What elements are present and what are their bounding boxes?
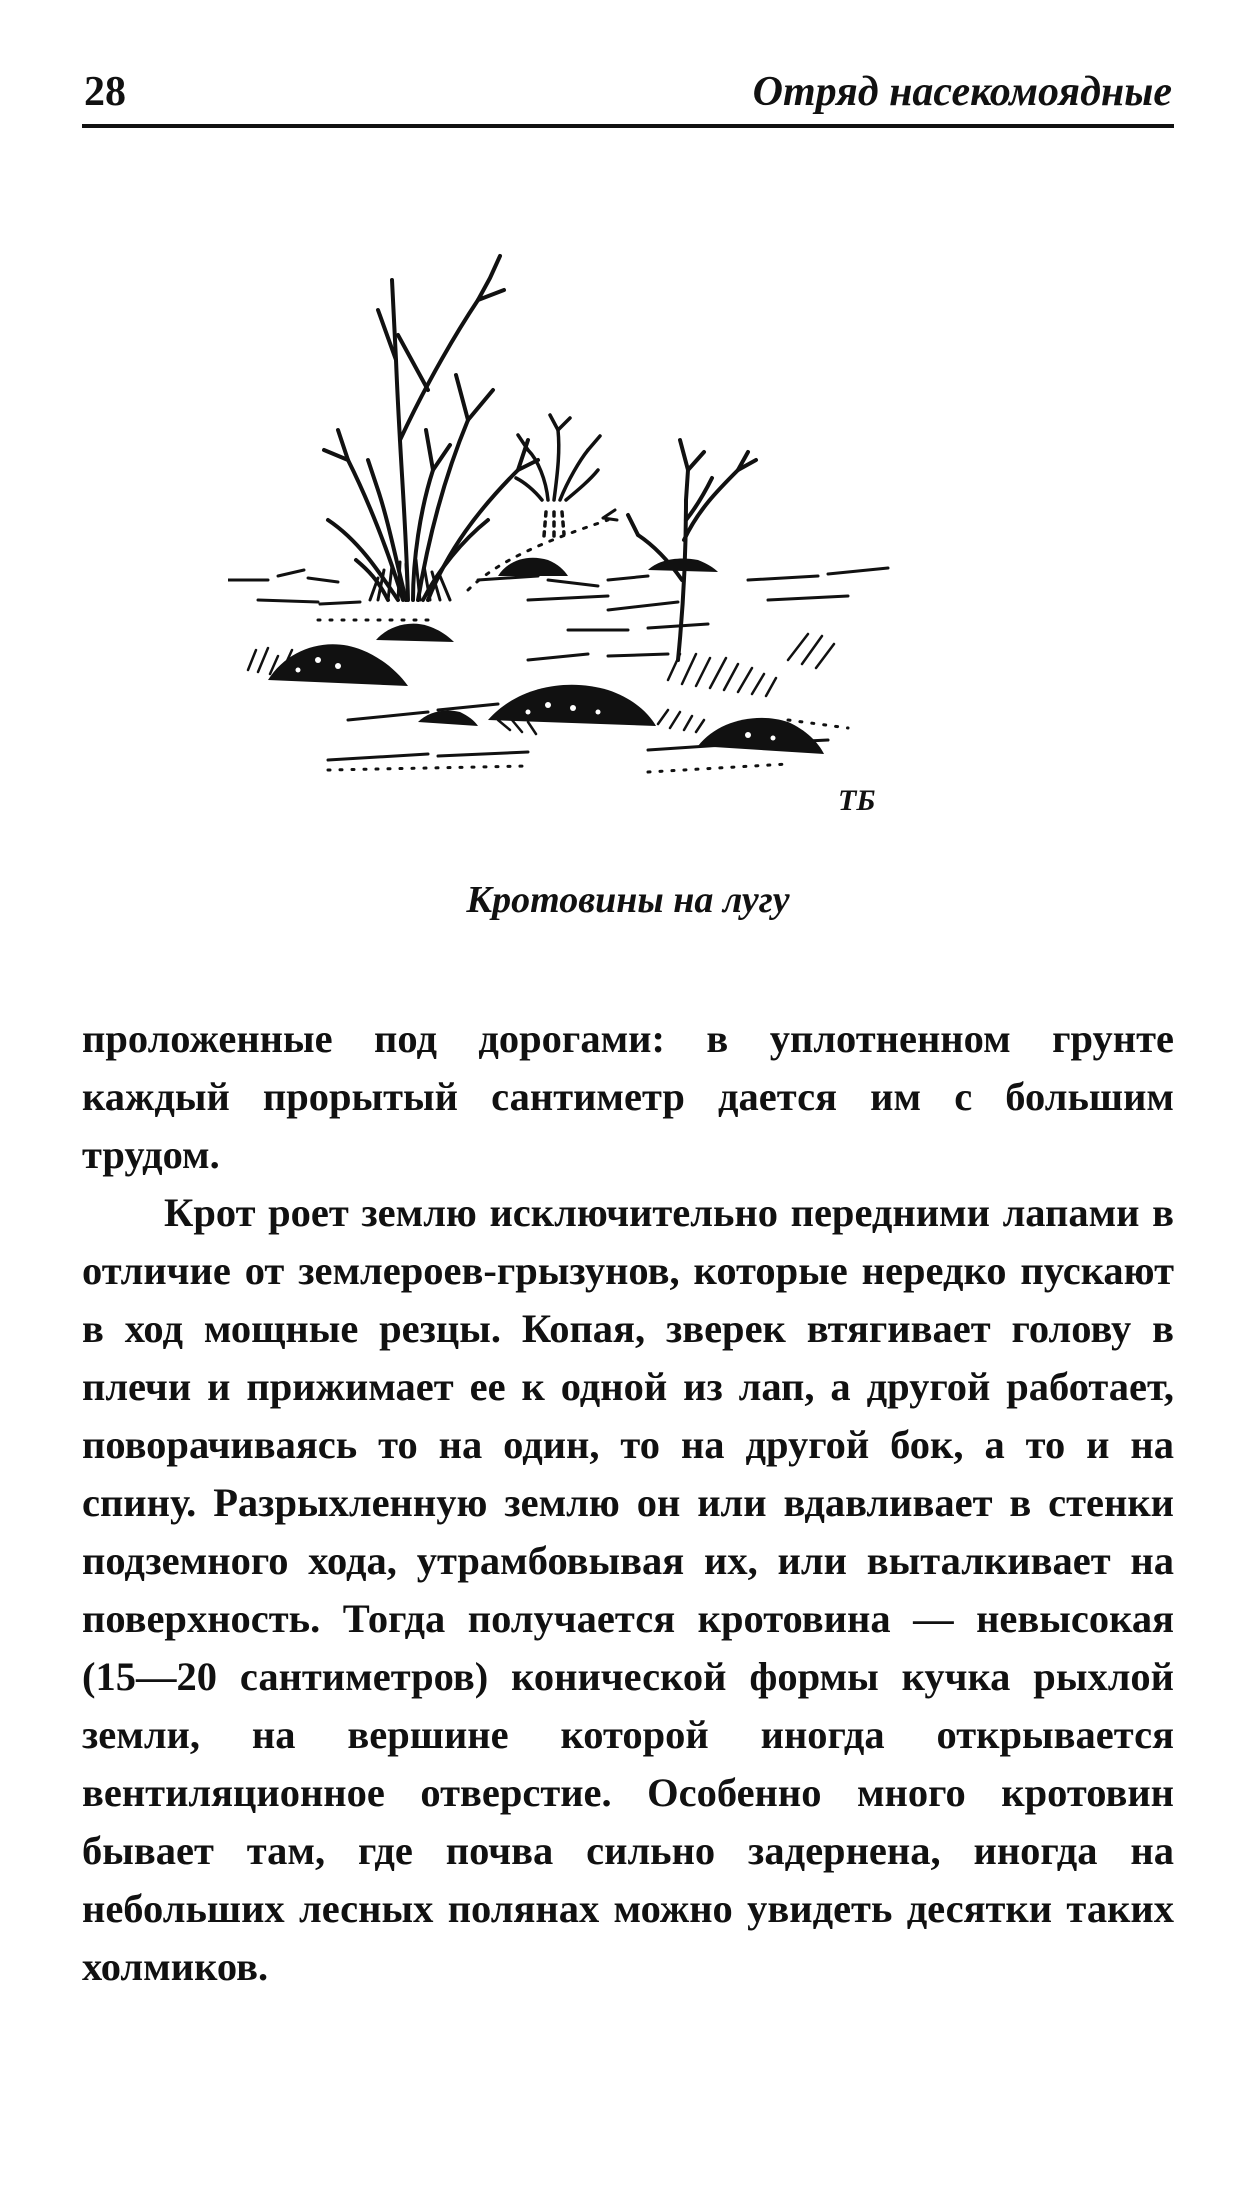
paragraph-main: Крот роет землю исключительно передними лапами в отличие от землероев-грызунов, которые нередко пускают в ход мощные резцы. Копая, зверек втягивает голову в плечи и прижимает ее к одной из лап, а другой работает, поворачиваясь то на один, то на другой бок, а то и на спину. Разрыхленную землю он или вдавливает в стенки подземного хода, утрамбовывая их, или выталкивает на поверхность. Тогда получается кротовина — невысокая (15—20 сантиметров) конической формы кучка рыхлой земли, на вершине которой иногда открывается вентиляционное отверстие. Особенно много кротовин бывает там, где почва сильно задернена, иногда на небольших лесных полянах можно увидеть десятки таких холмиков. — [82, 1190, 1174, 1989]
page-header — [82, 62, 1174, 126]
body-text — [82, 1010, 1174, 1996]
left-shrub — [324, 256, 538, 600]
artist-monogram: ТБ — [838, 784, 876, 817]
molehill-back-right — [648, 558, 718, 572]
figure-caption: Кротовины на лугу — [466, 879, 790, 921]
paragraph-continuation: проложенные под дорогами: в уплотненном грунте каждый прорытый сантиметр дается им с большим трудом. — [82, 1016, 1174, 1177]
illustration-molehills — [228, 160, 1018, 860]
molehill-front-right — [698, 718, 824, 754]
meadow-sketch — [228, 160, 1018, 860]
molehills — [268, 558, 824, 754]
middle-tuft — [516, 415, 600, 540]
header-rule — [82, 124, 1174, 128]
running-title: Отряд насекомоядные — [752, 69, 1172, 115]
page-number: 28 — [84, 69, 126, 115]
molehill-middle — [376, 624, 454, 642]
